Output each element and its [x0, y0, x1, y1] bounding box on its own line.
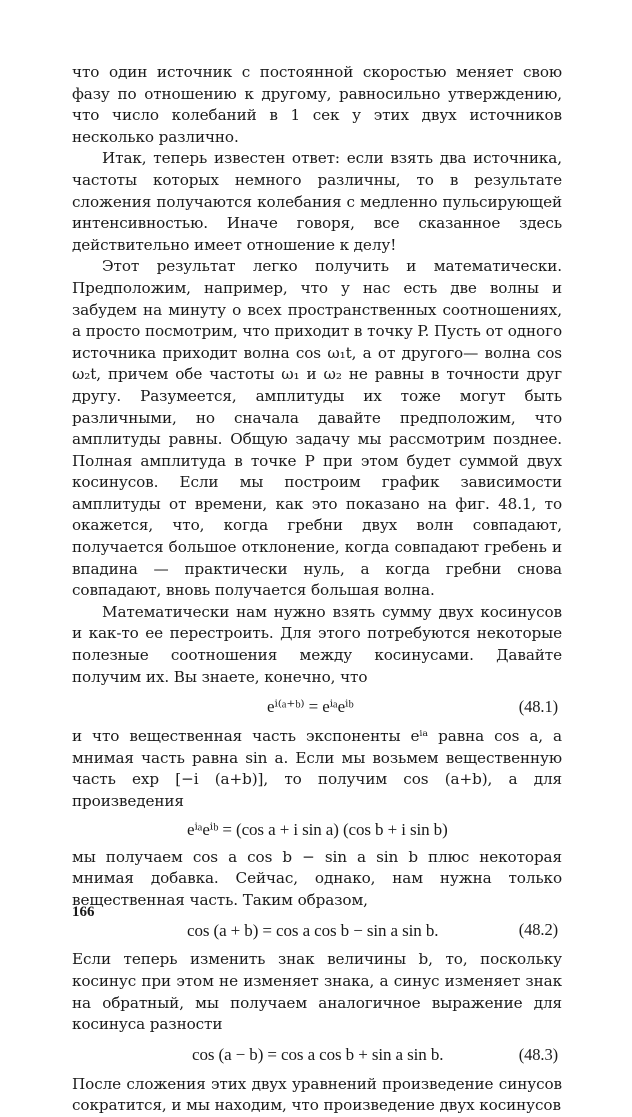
page-body [72, 62, 562, 1117]
equation-48-2 [72, 911, 562, 949]
equation-48-3-number: (48.3) [518, 1044, 558, 1064]
paragraph-5: и что вещественная часть экспоненты eⁱᵃ равна cos a, а мнимая часть равна sin a. Если мы возьмем вещественную часть exp [−i (a+b)], то получим cos (a+b), а для произведения [72, 727, 562, 810]
paragraph-7: Если теперь изменить знак величины b, то, поскольку косинус при этом не изменяет знака, а синус изменяет знак на обратный, мы получаем аналогичное выражение для косинуса разности [72, 950, 562, 1034]
paragraph-4: Математически нам нужно взять сумму двух косинусов и как-то ее перестроить. Для этого потребуются некоторые полезные соотношения между косинусами. Давайте получим их. Вы знаете, конечно, что [72, 602, 562, 686]
paragraph-1: что один источник с постоянной скоростью меняет свою фазу по отношению к другому, равносильно утверждению, что число колебаний в 1 сек у этих двух источников несколько различно. [72, 63, 562, 146]
equation-48-3 [72, 1036, 562, 1074]
page-number: 166 [72, 904, 95, 920]
equation-48-1 [72, 688, 562, 726]
equation-product-body: eⁱᵃeⁱᵇ = (cos a + i sin a) (cos b + i sin b) [187, 819, 448, 839]
equation-48-2-number: (48.2) [518, 920, 558, 940]
equation-48-3-body: cos (a − b) = cos a cos b + sin a sin b. [192, 1044, 444, 1064]
paragraph-2: Итак, теперь известен ответ: если взять два источника, частоты которых немного различны, то в результате сложения получаются колебания с медленно пульсирующей интенсивностью. Иначе говоря, все сказанное здесь действительно имеет отношение к делу! [72, 149, 562, 254]
equation-48-1-number: (48.1) [518, 697, 558, 717]
equation-48-2-body: cos (a + b) = cos a cos b − sin a sin b. [187, 920, 439, 940]
paragraph-8: После сложения этих двух уравнений произведение синусов сократится, и мы находим, что произведение двух косинусов [72, 1074, 562, 1115]
equation-48-1-body: eⁱ⁽ᵃ⁺ᵇ⁾ = eⁱᵃeⁱᵇ [267, 697, 354, 717]
paragraph-3: Этот результат легко получить и математически. Предположим, например, что у нас есть две волны и забудем на минуту о всех пространственных соотношениях, а просто посмотрим, что приходит в точку P. Пусть от одного источника приходит волна cos ω₁t, а от другого— волна cos ω₂t, причем обе частоты ω₁ и ω₂ не равны в точности друг другу. Разумеется, амплитуды их тоже могут быть различными, но сначала давайте предположим, что амплитуды равны. Общую задачу мы рассмотрим позднее. Полная амплитуда в точке P при этом будет суммой двух косинусов. Если мы построим график зависимости амплитуды от времени, как это показано на фиг. 48.1, то окажется, что, когда гребни двух волн совпадают, получается большое отклонение, когда совпадают гребень и впадина — практически нуль, а когда гребни снова совпадают, вновь получается большая волна. [72, 257, 562, 600]
equation-product [72, 813, 562, 847]
paragraph-6: мы получаем cos a cos b − sin a sin b плюс некоторая мнимая добавка. Сейчас, однако, нам нужна только вещественная часть. Таким образом, [72, 847, 562, 909]
